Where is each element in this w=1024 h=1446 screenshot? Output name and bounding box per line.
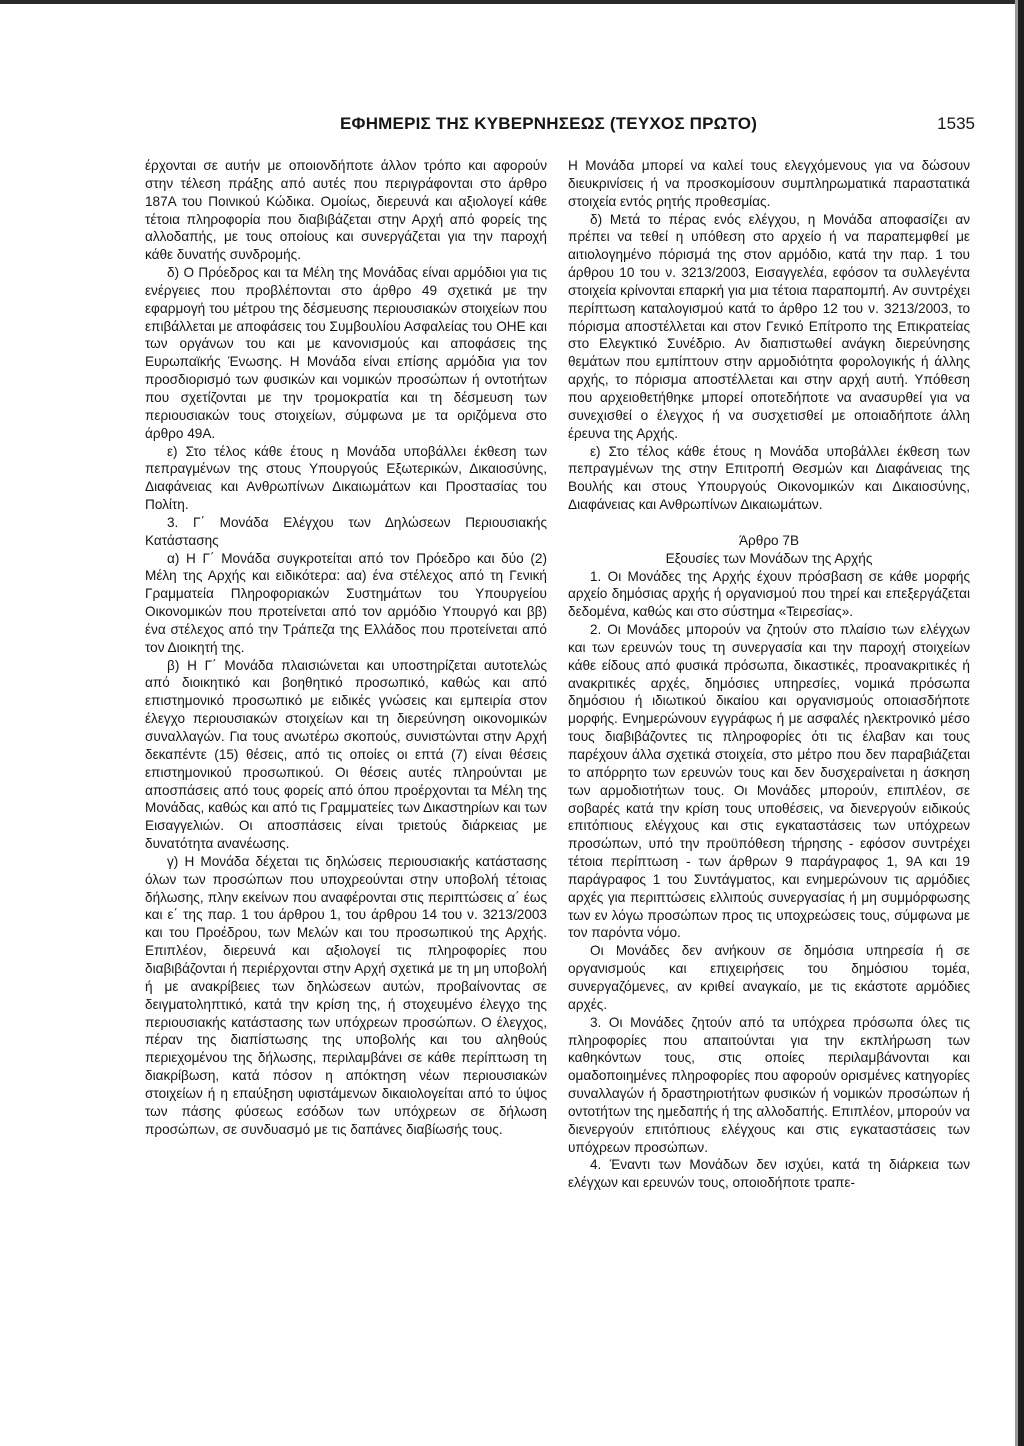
- paragraph: έρχονται σε αυτήν με οποιονδήποτε άλλον τρόπο και αφορούν στην τέλεση πράξης από αυτές που περιγράφονται στο άρθρο 187Α του Ποινικού Κώδικα. Ομοίως, διερευνά και αξιολογεί κάθε τέτοια πληροφορία που διαβιβάζεται στην Αρχή από φορείς της αλλοδαπής, με τους οποίους και συνεργάζεται για την παροχή κάθε δυνατής συνδρομής.: [145, 158, 547, 263]
- paragraph: 1. Οι Μονάδες της Αρχής έχουν πρόσβαση σε κάθε μορφής αρχείο δημόσιας αρχής ή οργανισμού που τηρεί και επεξεργάζεται δεδομένα, καθώς και στο σύστημα «Τειρεσίας».: [568, 568, 970, 620]
- paragraph: Οι Μονάδες δεν ανήκουν σε δημόσια υπηρεσία ή σε οργανισμούς και επιχειρήσεις του δημόσιου τομέα, συνεργαζόμενες, αν κριθεί αναγκαίο, με τις εκάστοτε αρμόδιες αρχές.: [568, 943, 970, 1012]
- article-title: Εξουσίες των Μονάδων της Αρχής: [665, 550, 873, 566]
- left-column: [145, 157, 547, 1138]
- paragraph: 3. Οι Μονάδες ζητούν από τα υπόχρεα πρόσωπα όλες τις πληροφορίες που απαιτούνται για την εκπλήρωση των καθηκόντων τους, στις οποίες περιλαμβάνονται και ομαδοποιημένες πληροφορίες που αφορούν ορισμένες κατηγορίες συναλλαγών ή δραστηριοτήτων φυσικών ή νομικών προσώπων ή οντοτήτων της ημεδαπής ή της αλλοδαπής. Επιπλέον, μπορούν να διενεργούν επιτόπιους ελέγχους και στις εγκαταστάσεις των υπόχρεων προσώπων.: [568, 1014, 970, 1155]
- paragraph: 2. Οι Μονάδες μπορούν να ζητούν στο πλαίσιο των ελέγχων και των ερευνών τους τη συνεργασία και την παροχή στοιχείων κάθε είδους από φυσικά πρόσωπα, δικαστικές, προανακριτικές ή ανακριτικές αρχές, δημόσιες υπηρεσίες, νομικά πρόσωπα δημόσιου ή ιδιωτικού δικαίου και οργανισμούς οποιασδήποτε μορφής. Ενημερώνουν εγγράφως ή με ασφαλές ηλεκτρονικό μέσο τους διαβιβάζοντες τις πληροφορίες ότι τις έλαβαν και τους παρέχουν άλλα σχετικά στοιχεία, στο μέτρο που δεν παραβιάζεται το απόρρητο των ερευνών τους και δεν δυσχεραίνεται η άσκηση των αρμοδιοτήτων τους. Οι Μονάδες μπορούν, επιπλέον, σε σοβαρές κατά την κρίση τους υποθέσεις, να διενεργούν ειδικούς επιτόπιους ελέγχους και στις εγκαταστάσεις των υπόχρεων προσώπων, υπό την προϋπόθεση τήρησης - εφόσον συντρέχει τέτοια περίπτωση - των άρθρων 9 παράγραφος 1, 9Α και 19 παράγραφος 1 του Συντάγματος, και ενημερώνουν τις αρμόδιες αρχές για περιπτώσεις ελλιπούς συνεργασίας ή μη συμμόρφωσης των εν λόγω προσώπων προς τις υποχρεώσεις τους, σύμφωνα με τον παρόντα νόμο.: [568, 622, 970, 941]
- page-number: 1535: [937, 114, 975, 133]
- right-column: [568, 157, 970, 1192]
- page-header: [140, 114, 975, 140]
- paragraph: ε) Στο τέλος κάθε έτους η Μονάδα υποβάλλει έκθεση των πεπραγμένων της στους Υπουργούς Εξωτερικών, Δικαιοσύνης, Διαφάνειας και Ανθρωπίνων Δικαιωμάτων και Προστασίας του Πολίτη.: [145, 443, 547, 513]
- article-number: Άρθρο 7Β: [738, 532, 800, 548]
- paragraph: Η Μονάδα μπορεί να καλεί τους ελεγχόμενους για να δώσουν διευκρινίσεις ή να προσκομίσουν συμπληρωματικά παραστατικά στοιχεία εντός ρητής προθεσμίας.: [568, 158, 970, 209]
- gazette-title: ΕΦΗΜΕΡΙΣ ΤΗΣ ΚΥΒΕΡΝΗΣΕΩΣ (ΤΕΥΧΟΣ ΠΡΩΤΟ): [340, 114, 758, 133]
- paragraph: γ) Η Μονάδα δέχεται τις δηλώσεις περιουσιακής κατάστασης όλων των προσώπων που υποχρεούνται στην υποβολή τέτοιας δήλωσης, πλην εκείνων που αναφέρονται στις περιπτώσεις α΄ έως και ε΄ της παρ. 1 του άρθρου 1, του άρθρου 14 του ν. 3213/2003 και του Προέδρου, των Μελών και του προσωπικού της Αρχής. Επιπλέον, διερευνά και αξιολογεί τις πληροφορίες που διαβιβάζονται ή περιέρχονται στην Αρχή σχετικά με τη μη υποβολή ή με ανακρίβειες των δηλώσεων αυτών, προβαίνοντας σε δειγματοληπτικό, κατά την κρίση της, ή στοχευμένο έλεγχο της περιουσιακής κατάστασης των υπόχρεων προσώπων. Ο έλεγχος, πέραν της διαπίστωσης της υποβολής και του αληθούς περιεχομένου της δήλωσης, περιλαμβάνει σε κάθε περίπτωση τη διακρίβωση, κατά πόσον η απόκτηση νέων περιουσιακών στοιχείων ή η επαύξηση υφιστάμενων δικαιολογείται από το ύψος των πάσης φύσεως εσόδων των υπόχρεων σε δήλωση προσώπων, σε συνδυασμό με τις δαπάνες διαβίωσής τους.: [145, 853, 547, 1137]
- scan-edge-right: [1018, 0, 1024, 1446]
- paragraph: β) Η Γ΄ Μονάδα πλαισιώνεται και υποστηρίζεται αυτοτελώς από διοικητικό και βοηθητικό προσωπικό, καθώς και από επιστημονικό προσωπικό με ειδικές γνώσεις και εμπειρία στον έλεγχο περιουσιακών στοιχείων και τη διερεύνηση οικονομικών συναλλαγών. Για τους ανωτέρω σκοπούς, συνιστώνται στην Αρχή δεκαπέντε (15) θέσεις, από τις οποίες οι επτά (7) είναι θέσεις επιστημονικού προσωπικού. Οι θέσεις αυτές πληρούνται με αποσπάσεις από τους φορείς από όπου προέρχονται τα Μέλη της Μονάδας, καθώς και από τις Γραμματείες των Δικαστηρίων και των Εισαγγελιών. Οι αποσπάσεις είναι τριετούς διάρκειας με δυνατότητα ανανέωσης.: [145, 657, 547, 852]
- paragraph: δ) Μετά το πέρας ενός ελέγχου, η Μονάδα αποφασίζει αν πρέπει να τεθεί η υπόθεση στο αρχείο ή να παραπεμφθεί με αιτιολογημένο πόρισμά της στον αρμόδιο, κατά την παρ. 1 του άρθρου 10 του ν. 3213/2003, Εισαγγελέα, εφόσον τα συλλεγέντα στοιχεία κρίνονται επαρκή για μια τέτοια παραπομπή. Αν συντρέχει περίπτωση καταλογισμού κατά το άρθρο 12 του ν. 3213/2003, το πόρισμα αποστέλλεται και στον Γενικό Επίτροπο της Επικρατείας στο Ελεγκτικό Συνέδριο. Αν διαπιστωθεί ανάγκη διερεύνησης θεμάτων που εμπίπτουν στην αρμοδιότητα φορολογικής ή άλλης αρχής, το πόρισμα αποστέλλεται και στην αρχή αυτή. Υπόθεση που αρχειοθετήθηκε μπορεί οποτεδήποτε να ανασυρθεί για να συνεχισθεί ο έλεγχος ή να συσχετισθεί με οποιαδήποτε άλλη έρευνα της Αρχής.: [568, 211, 970, 441]
- paragraph: 4. Έναντι των Μονάδων δεν ισχύει, κατά τη διάρκεια των ελέγχων και ερευνών τους, οποιοδήποτε τραπε-: [568, 1157, 970, 1191]
- section-heading: 3. Γ΄ Μονάδα Ελέγχου των Δηλώσεων Περιουσιακής Κατάστασης: [145, 514, 547, 548]
- scan-edge-top: [0, 0, 1024, 4]
- paragraph: δ) Ο Πρόεδρος και τα Μέλη της Μονάδας είναι αρμόδιοι για τις ενέργειες που προβλέπονται στο άρθρο 49 σχετικά με την εφαρμογή του μέτρου της δέσμευσης περιουσιακών στοιχείων που επιβάλλεται με αποφάσεις του Συμβουλίου Ασφαλείας του ΟΗΕ και των οργάνων του και με κανονισμούς και αποφάσεις της Ευρωπαϊκής Ένωσης. Η Μονάδα είναι επίσης αρμόδια για τον προσδιορισμό των φυσικών και νομικών προσώπων ή οντοτήτων που σχετίζονται με την τρομοκρατία και τη δέσμευση των περιουσιακών τους στοιχείων, σύμφωνα με τα οριζόμενα στο άρθρο 49Α.: [145, 265, 547, 441]
- paragraph: α) Η Γ΄ Μονάδα συγκροτείται από τον Πρόεδρο και δύο (2) Μέλη της Αρχής και ειδικότερα: αα) ένα στέλεχος από τη Γενική Γραμματεία Πληροφοριακών Συστημάτων του Υπουργείου Οικονομικών που προτείνεται από τον αρμόδιο Υπουργό και ββ) ένα στέλεχος από την Τράπεζα της Ελλάδος που προτείνεται από τον Διοικητή της.: [145, 550, 547, 655]
- paragraph: ε) Στο τέλος κάθε έτους η Μονάδα υποβάλλει έκθεση των πεπραγμένων της στην Επιτροπή Θεσμών και Διαφάνειας της Βουλής και στους Υπουργούς Οικονομικών και Δικαιοσύνης, Διαφάνειας και Ανθρωπίνων Δικαιωμάτων.: [568, 443, 970, 513]
